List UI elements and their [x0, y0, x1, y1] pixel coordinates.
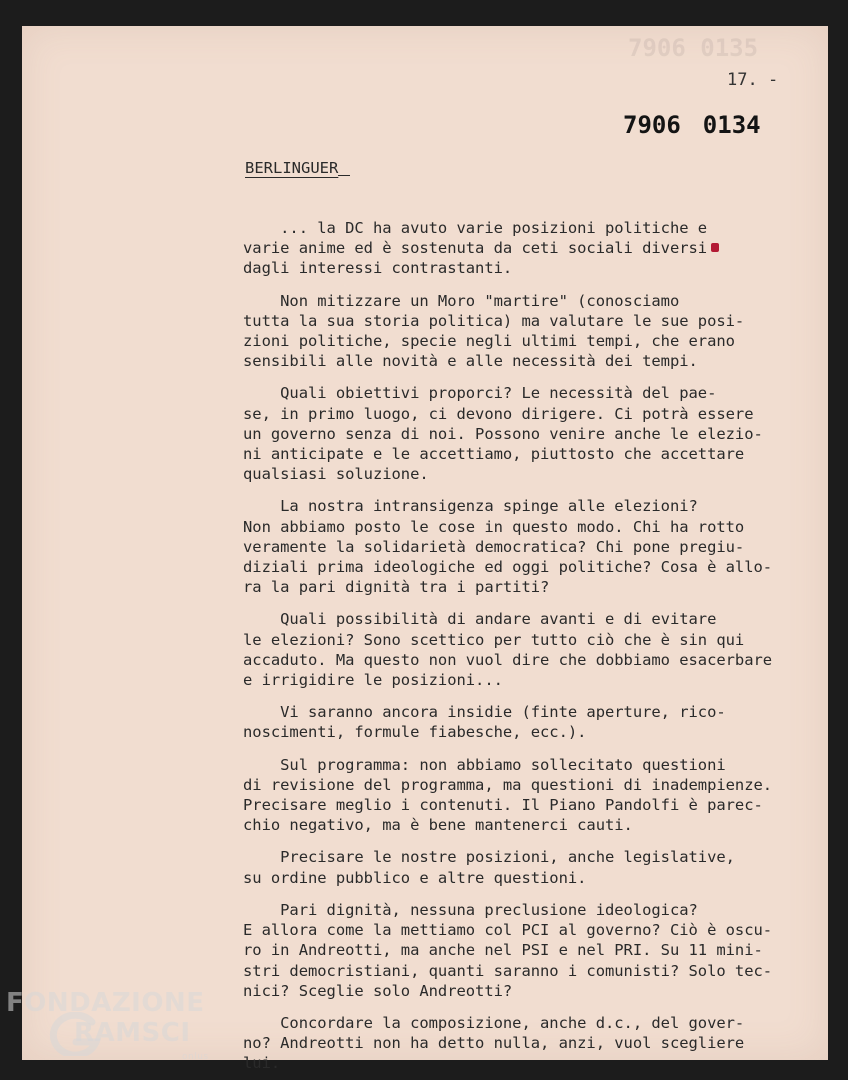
gramsci-g-logo-icon: [40, 1012, 102, 1056]
paragraph: [243, 218, 813, 279]
paragraph: [243, 755, 813, 836]
text-line: Precisare meglio i contenuti. Il Piano Pandolfi è parec-: [243, 796, 763, 815]
text-line: dagli interessi contrastanti.: [243, 259, 513, 278]
paragraph: [243, 496, 813, 597]
text-line: Sul programma: non abbiamo sollecitato questioni: [243, 755, 726, 774]
watermark-logo: [6, 988, 209, 1062]
text-line: di revisione del programma, ma questioni di inadempienze.: [243, 775, 773, 794]
text-line: no? Andreotti non ha detto nulla, anzi, vuol scegliere: [243, 1034, 745, 1053]
text-line: Precisare le nostre posizioni, anche legislative,: [243, 848, 735, 867]
text-line: chio negativo, ma è bene mantenerci cauti.: [243, 816, 633, 835]
bleed-through-stamp: 7906 0135: [628, 34, 759, 62]
text-line: varie anime ed è sostenuta da ceti sociali diversi: [243, 238, 813, 258]
paragraph: [243, 291, 813, 372]
text-line: veramente la solidarietà democratica? Chi pone pregiu-: [243, 537, 745, 556]
red-ink-mark: [711, 243, 719, 252]
text-line: su ordine pubblico e altre questioni.: [243, 868, 587, 887]
stamp-left-number: 7906: [623, 111, 681, 139]
text-line: accaduto. Ma questo non vuol dire che dobbiamo esacerbare: [243, 650, 773, 669]
watermark-line2: RAMSCI: [74, 1018, 191, 1048]
text-line: noscimenti, formule fiabesche, ecc.).: [243, 723, 587, 742]
watermark-suffix: onlus: [182, 1052, 209, 1062]
paragraph: [243, 383, 813, 484]
text-line: E allora come la mettiamo col PCI al governo? Ciò è oscu-: [243, 921, 773, 940]
text-line: La nostra intransigenza spinge alle elezioni?: [243, 497, 698, 516]
text-line: sensibili alle novità e alle necessità dei tempi.: [243, 352, 698, 371]
text-line: Pari dignità, nessuna preclusione ideologica?: [243, 900, 698, 919]
paragraph: [243, 847, 813, 887]
text-line: e irrigidire le posizioni...: [243, 671, 503, 690]
archive-stamp: [623, 111, 761, 139]
text-line: un governo senza di noi. Possono venire anche le elezio-: [243, 424, 763, 443]
text-line: stri democristiani, quanti saranno i comunisti? Solo tec-: [243, 961, 773, 980]
speaker-heading: [245, 159, 350, 177]
text-line: Concordare la composizione, anche d.c., del gover-: [243, 1013, 745, 1032]
text-line: ro in Andreotti, ma anche nel PSI e nel PRI. Su 11 mini-: [243, 941, 763, 960]
text-line: se, in primo luogo, ci devono dirigere. Ci potrà essere: [243, 404, 754, 423]
stamp-right-number: 0134: [702, 111, 761, 139]
text-line: lui.: [243, 1054, 281, 1073]
text-line: Quali obiettivi proporci? Le necessità del pae-: [243, 384, 717, 403]
text-line: ni anticipate e le accettiamo, piuttosto che accettare: [243, 445, 745, 464]
page-number: 17. -: [727, 70, 779, 90]
text-line: qualsiasi soluzione.: [243, 465, 429, 484]
paragraph: [243, 900, 813, 1001]
document-body: [243, 218, 813, 1080]
text-line: Vi saranno ancora insidie (finte aperture, rico-: [243, 703, 726, 722]
paragraph: [243, 1013, 813, 1074]
text-line: ... la DC ha avuto varie posizioni politiche e: [243, 219, 708, 237]
paragraph: [243, 609, 813, 690]
paragraph: [243, 702, 813, 742]
text-line: nici? Sceglie solo Andreotti?: [243, 981, 513, 1000]
text-line: Non mitizzare un Moro "martire" (conosciamo: [243, 291, 680, 310]
watermark-line1: FONDAZIONE: [6, 988, 205, 1018]
text-line: le elezioni? Sono scettico per tutto ciò che è sin qui: [243, 630, 745, 649]
text-line: Quali possibilità di andare avanti e di evitare: [243, 610, 717, 629]
speaker-name: BERLINGUER: [245, 159, 339, 177]
text-line: diziali prima ideologiche ed oggi politiche? Cosa è allo-: [243, 558, 773, 577]
text-line: Non abbiamo posto le cose in questo modo. Chi ha rotto: [243, 517, 745, 536]
text-line: ra la pari dignità tra i partiti?: [243, 578, 550, 597]
text-line: zioni politiche, specie negli ultimi tempi, che erano: [243, 332, 735, 351]
text-line: tutta la sua storia politica) ma valutare le sue posi-: [243, 311, 745, 330]
